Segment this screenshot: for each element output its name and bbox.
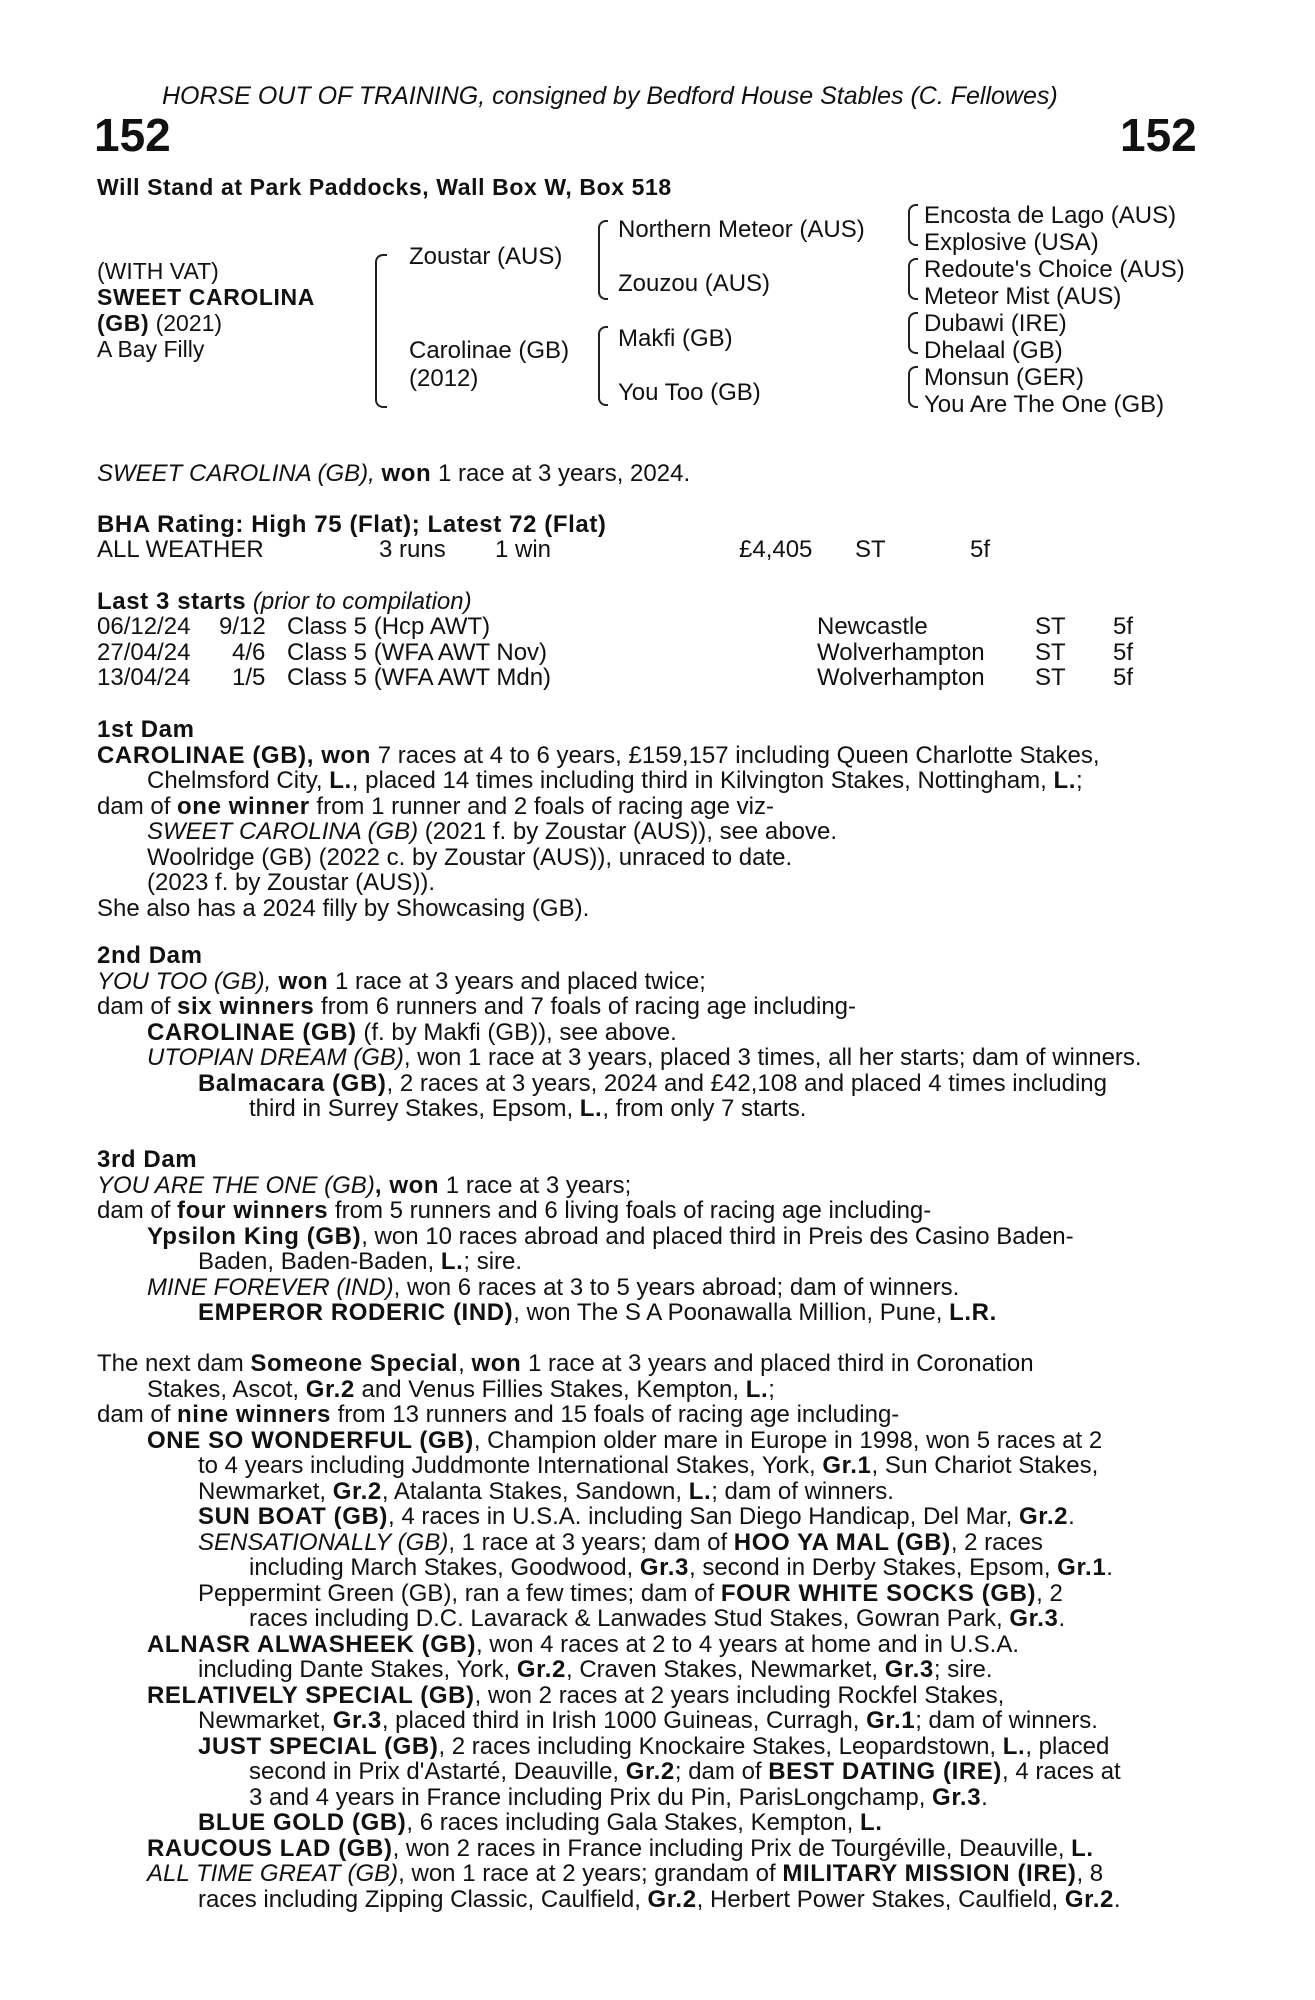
text-segment: L. [859,1809,883,1836]
text-segment: races including Zipping Classic, Caulfield, [198,1885,648,1913]
text-segment: dam of [97,1401,178,1428]
second-dam-section [97,943,1207,1122]
text-segment: 5f [1113,639,1134,666]
text-segment: L. [688,1477,712,1505]
pedigree-brace-sire [598,220,608,300]
text-segment: The next dam [97,1350,251,1377]
lot-number-right: 152 [1120,109,1197,161]
text-segment: Newmarket, [198,1707,333,1734]
text-segment: from 13 runners and 15 foals of racing age including- [330,1401,900,1428]
text-line [97,1810,1207,1836]
horse-country: (GB) [97,310,150,336]
text-segment: ALL TIME GREAT (GB) [147,1860,399,1887]
text-segment: HOO YA MAL (GB) [733,1528,951,1556]
section-heading: 2nd Dam [97,942,203,969]
text-segment: L. [745,1375,769,1403]
pedigree-g3-3: Redoute's Choice (AUS) [924,256,1185,283]
text-line [97,1606,1207,1632]
text-segment: . [1068,1503,1075,1530]
text-segment: dam of [97,792,178,820]
text-segment: ; dam of winners. [915,1707,1098,1734]
text-line [97,1836,1207,1862]
text-segment: 1 race at 3 years and placed twice; [328,967,706,995]
text-segment: CAROLINAE (GB) [147,1018,357,1046]
text-segment: including Dante Stakes, York, [198,1656,517,1683]
text-line [97,1479,1207,1505]
text-segment: (f. by Makfi (GB)), see above. [356,1018,677,1046]
text-segment: She also has a 2024 filly by Showcasing (GB). [97,894,590,922]
text-segment: Gr.2 [516,1656,566,1683]
text-line [97,1071,1207,1097]
text-segment: ; sire. [933,1656,993,1683]
text-segment: Newcastle [817,613,928,640]
text-segment: Someone Special [250,1350,459,1377]
text-segment: . [1106,1554,1113,1581]
text-segment: , won The S A Poonawalla Million, Pune, [513,1299,950,1326]
text-segment: L. [1071,1834,1094,1862]
text-line [97,994,1207,1020]
text-segment: and Venus Fillies Stakes, Kempton, [354,1375,746,1403]
pedigree-brace-g3-4 [908,366,918,408]
text-segment: Gr.2 [332,1477,382,1505]
text-segment: YOU ARE THE ONE (GB) [97,1171,375,1199]
text-segment: 3 and 4 years in France including Prix du Pin, ParisLongchamp, [249,1783,933,1811]
text-segment: , Craven Stakes, Newmarket, [565,1656,885,1683]
text-line [97,1173,1207,1199]
last-starts-heading: Last 3 starts (prior to compilation) [97,588,472,615]
text-segment: second in Prix d'Astarté, Deauville, [249,1758,626,1785]
text-line [97,1045,1207,1071]
text-segment: 4/6 [232,639,266,666]
text-segment: Gr.1 [1057,1554,1107,1581]
vat-note: (WITH VAT) [97,258,219,284]
consignor-line: HORSE OUT OF TRAINING, consigned by Bedford House Stables (C. Fellowes) [162,82,1058,110]
text-line [97,1785,1207,1811]
text-line [97,1632,1207,1658]
text-line [97,1759,1207,1785]
text-segment: Class 5 (WFA AWT Mdn) [287,664,552,691]
horse-identity [97,258,315,362]
text-line [97,1351,1207,1377]
text-segment: , 1 race at 3 years; dam of [448,1528,734,1556]
stall-location: Will Stand at Park Paddocks, Wall Box W, Box 518 [97,174,672,200]
text-line [97,1377,1207,1403]
pedigree-g3-2: Explosive (USA) [924,229,1099,256]
text-segment: , won 4 races at 2 to 4 years at home and in U.S.A. [476,1630,1019,1658]
text-segment: ; [1076,767,1083,794]
text-line [97,1096,1207,1122]
pedigree-sire-dam: Zouzou (AUS) [618,270,771,297]
text-segment: 1 race at 3 years and placed third in Coronation [521,1350,1034,1377]
pedigree-g3-5: Dubawi (IRE) [924,310,1067,337]
pedigree-g3-8: You Are The One (GB) [924,391,1165,418]
text-segment: L. [579,1095,603,1122]
text-segment: CAROLINAE (GB), won [97,741,372,769]
next-dam-section [97,1351,1207,1912]
text-segment: , placed third in Irish 1000 Guineas, Curragh, [381,1707,867,1734]
pedigree-brace-g3-2 [908,258,918,300]
text-segment: SWEET CAROLINA (GB) [147,818,419,845]
text-line [97,1249,1207,1275]
text-segment: dam of [97,993,178,1020]
first-dam-section [97,717,1207,921]
text-segment: Chelmsford City, [147,767,330,794]
text-segment: won [471,1350,522,1377]
text-segment: L. [1053,767,1077,794]
text-segment: , placed [1025,1732,1110,1760]
text-segment: , 2 races at 3 years, 2024 and £42,108 and placed 4 times including [386,1069,1107,1097]
text-segment: FOUR WHITE SOCKS (GB) [720,1579,1037,1607]
text-segment: 5f [1113,613,1134,640]
text-segment: from 6 runners and 7 foals of racing age including- [314,993,857,1020]
text-line [97,1555,1207,1581]
text-segment: six winners [177,993,315,1020]
text-segment: ONE SO WONDERFUL (GB) [147,1426,474,1454]
pedigree-dam-dam: You Too (GB) [618,379,761,406]
text-segment: Wolverhampton [817,664,985,691]
text-segment: , won [374,1171,440,1199]
text-segment: Stakes, Ascot, [147,1375,306,1403]
text-line [97,1428,1207,1454]
text-line [97,1861,1207,1887]
text-segment: Gr.1 [866,1707,916,1734]
text-segment: L. [1002,1732,1026,1760]
horse-year: (2021) [155,310,223,336]
text-line [97,1581,1207,1607]
text-segment: , Herbert Power Stakes, Caulfield, [696,1885,1065,1913]
section-heading: 3rd Dam [97,1146,198,1173]
text-line [97,1530,1207,1556]
text-segment: dam of [97,1197,178,1224]
text-segment: Gr.2 [647,1885,697,1913]
text-segment: Newmarket, [198,1477,333,1505]
text-segment: to 4 years including Juddmonte International Stakes, York, [198,1452,823,1479]
text-segment: Balmacara (GB) [198,1069,387,1097]
third-dam-section [97,1147,1207,1326]
text-segment: won [271,967,329,995]
text-segment: , placed 14 times including third in Kilvington Stakes, Nottingham, [351,767,1054,794]
text-line [97,1734,1207,1760]
pedigree-sire-sire: Northern Meteor (AUS) [618,216,865,243]
pedigree-brace-main [375,254,387,408]
text-segment: ; [768,1375,775,1403]
text-segment: Woolridge (GB) (2022 c. by Zoustar (AUS)), unraced to date. [147,843,793,871]
text-segment: ST [1035,639,1066,666]
text-segment: , 6 races including Gala Stakes, Kempton, [406,1809,860,1836]
text-line [97,1300,1207,1326]
text-segment: Baden, Baden-Baden, [198,1248,441,1275]
text-line [97,1224,1207,1250]
text-segment: , 2 races including Knockaire Stakes, Leopardstown, [438,1732,1003,1760]
text-segment: from 1 runner and 2 foals of racing age viz- [309,792,774,820]
text-segment: RAUCOUS LAD (GB) [147,1834,393,1862]
text-segment: , 2 [1036,1579,1063,1607]
text-segment: L.R. [949,1299,997,1326]
text-line [97,1708,1207,1734]
text-segment: , 4 races in U.S.A. including San Diego Handicap, Del Mar, [388,1503,1019,1530]
text-segment: , won 1 race at 2 years; grandam of [398,1860,783,1887]
text-segment: . [1113,1885,1121,1913]
text-segment: (2023 f. by Zoustar (AUS)). [147,869,436,896]
text-segment: SUN BOAT (GB) [198,1503,389,1530]
horse-description: A Bay Filly [97,336,205,362]
race-summary: SWEET CAROLINA (GB), won 1 race at 3 years, 2024. [97,460,691,487]
text-segment: . [981,1783,988,1811]
text-line [97,1275,1207,1301]
text-segment: Gr.2 [1019,1503,1069,1530]
text-segment: Gr.3 [639,1554,689,1581]
text-line [97,1198,1207,1224]
text-segment: one winner [177,792,310,820]
lot-number-left: 152 [94,109,171,161]
text-segment: ST [1035,664,1066,691]
text-segment: four winners [177,1197,329,1224]
text-segment: RELATIVELY SPECIAL (GB) [147,1681,475,1709]
text-segment: 13/04/24 [97,664,191,691]
text-segment: , [458,1350,472,1377]
text-segment: SENSATIONALLY (GB) [198,1528,449,1556]
text-segment: , second in Derby Stakes, Epsom, [689,1554,1058,1581]
text-segment: , 2 races [950,1528,1043,1556]
text-line [97,794,1207,820]
text-segment: 06/12/24 [97,613,191,640]
text-segment: Gr.2 [1064,1885,1114,1913]
text-segment: third in Surrey Stakes, Epsom, [249,1095,580,1122]
text-segment: BLUE GOLD (GB) [198,1809,407,1836]
text-line [97,768,1207,794]
text-line [97,819,1207,845]
text-segment: MINE FOREVER (IND) [147,1273,394,1301]
text-segment: , Atalanta Stakes, Sandown, [381,1477,689,1505]
text-segment: , won 1 race at 3 years, placed 3 times, all her starts; dam of winners. [403,1044,1142,1071]
text-segment: Gr.2 [305,1375,355,1403]
text-line [97,969,1207,995]
text-segment: (2021 f. by Zoustar (AUS)), see above. [418,818,837,845]
text-segment: , from only 7 starts. [602,1095,807,1122]
text-segment: Gr.2 [625,1758,675,1785]
text-line [97,1020,1207,1046]
text-segment: , won 2 races in France including Prix de Tourgéville, Deauville, [392,1834,1072,1862]
text-segment: Class 5 (Hcp AWT) [287,613,491,640]
text-segment: 5f [1113,664,1134,691]
text-segment: 7 races at 4 to 6 years, £159,157 including Queen Charlotte Stakes, [371,741,1100,769]
pedigree-g3-7: Monsun (GER) [924,364,1085,391]
text-segment: Peppermint Green (GB), ran a few times; dam of [198,1579,721,1607]
text-segment: YOU TOO (GB), [97,967,272,995]
text-line [97,1453,1207,1479]
text-segment: Gr.1 [822,1452,872,1479]
text-segment: ; dam of winners. [711,1477,894,1505]
text-segment: MILITARY MISSION (IRE) [782,1860,1077,1887]
pedigree-dam-sire: Makfi (GB) [618,325,733,352]
text-segment: , Champion older mare in Europe in 1998, won 5 races at 2 [473,1426,1103,1454]
text-segment: 1 race at 3 years; [439,1171,632,1199]
pedigree-g3-6: Dhelaal (GB) [924,337,1063,364]
pedigree-brace-g3-3 [908,312,918,354]
bha-rating: BHA Rating: High 75 (Flat); Latest 72 (Flat) [97,511,607,538]
horse-name: SWEET CAROLINA [97,284,315,310]
pedigree-g3-4: Meteor Mist (AUS) [924,283,1122,310]
text-segment: from 5 runners and 6 living foals of racing age including- [328,1197,932,1224]
text-line [97,1657,1207,1683]
text-segment: , Sun Chariot Stakes, [871,1452,1099,1479]
text-segment: BEST DATING (IRE) [768,1758,1002,1785]
pedigree-dam: Carolinae (GB) [409,337,570,364]
text-segment: ; dam of [674,1758,769,1785]
text-segment: Wolverhampton [817,639,985,666]
text-segment: Class 5 (WFA AWT Nov) [287,639,548,666]
pedigree-g3-1: Encosta de Lago (AUS) [924,202,1177,229]
text-segment: 27/04/24 [97,639,191,666]
text-segment: Gr.3 [884,1656,934,1683]
text-segment: , 8 [1076,1860,1104,1887]
text-segment: Gr.3 [932,1783,982,1811]
text-segment: , won 6 races at 3 to 5 years abroad; dam of winners. [393,1273,960,1301]
pedigree-brace-g3-1 [908,204,918,246]
text-segment: EMPEROR RODERIC (IND) [198,1299,514,1326]
text-segment: , 4 races at [1002,1758,1121,1785]
text-line [97,1683,1207,1709]
text-segment: including March Stakes, Goodwood, [249,1554,640,1581]
text-line [97,1402,1207,1428]
text-segment: ; sire. [463,1248,523,1275]
text-segment: Ypsilon King (GB) [147,1222,362,1250]
text-segment: . [1058,1605,1066,1632]
section-heading: 1st Dam [97,716,195,743]
text-segment: ALNASR ALWASHEEK (GB) [147,1630,477,1658]
text-segment: Gr.3 [1009,1605,1059,1632]
pedigree-brace-dam [598,326,608,406]
text-segment: JUST SPECIAL (GB) [198,1732,439,1760]
text-segment: nine winners [177,1401,331,1428]
text-segment: 1/5 [232,664,266,691]
pedigree-sire: Zoustar (AUS) [409,243,563,270]
text-segment: L. [329,767,352,794]
pedigree-dam-year: (2012) [409,365,479,392]
text-segment: L. [440,1248,464,1275]
text-line [97,1504,1207,1530]
text-segment: 9/12 [219,613,266,640]
text-segment: , won 2 races at 2 years including Rockfel Stakes, [474,1681,1005,1709]
text-segment: ST [1035,613,1066,640]
text-segment: races including D.C. Lavarack & Lanwades Stud Stakes, Gowran Park, [249,1605,1010,1632]
text-segment: , won 10 races abroad and placed third in Preis des Casino Baden- [361,1222,1074,1250]
text-segment: Gr.3 [332,1707,382,1734]
text-line [97,743,1207,769]
text-line [97,1887,1207,1913]
text-segment: UTOPIAN DREAM (GB) [147,1044,404,1071]
